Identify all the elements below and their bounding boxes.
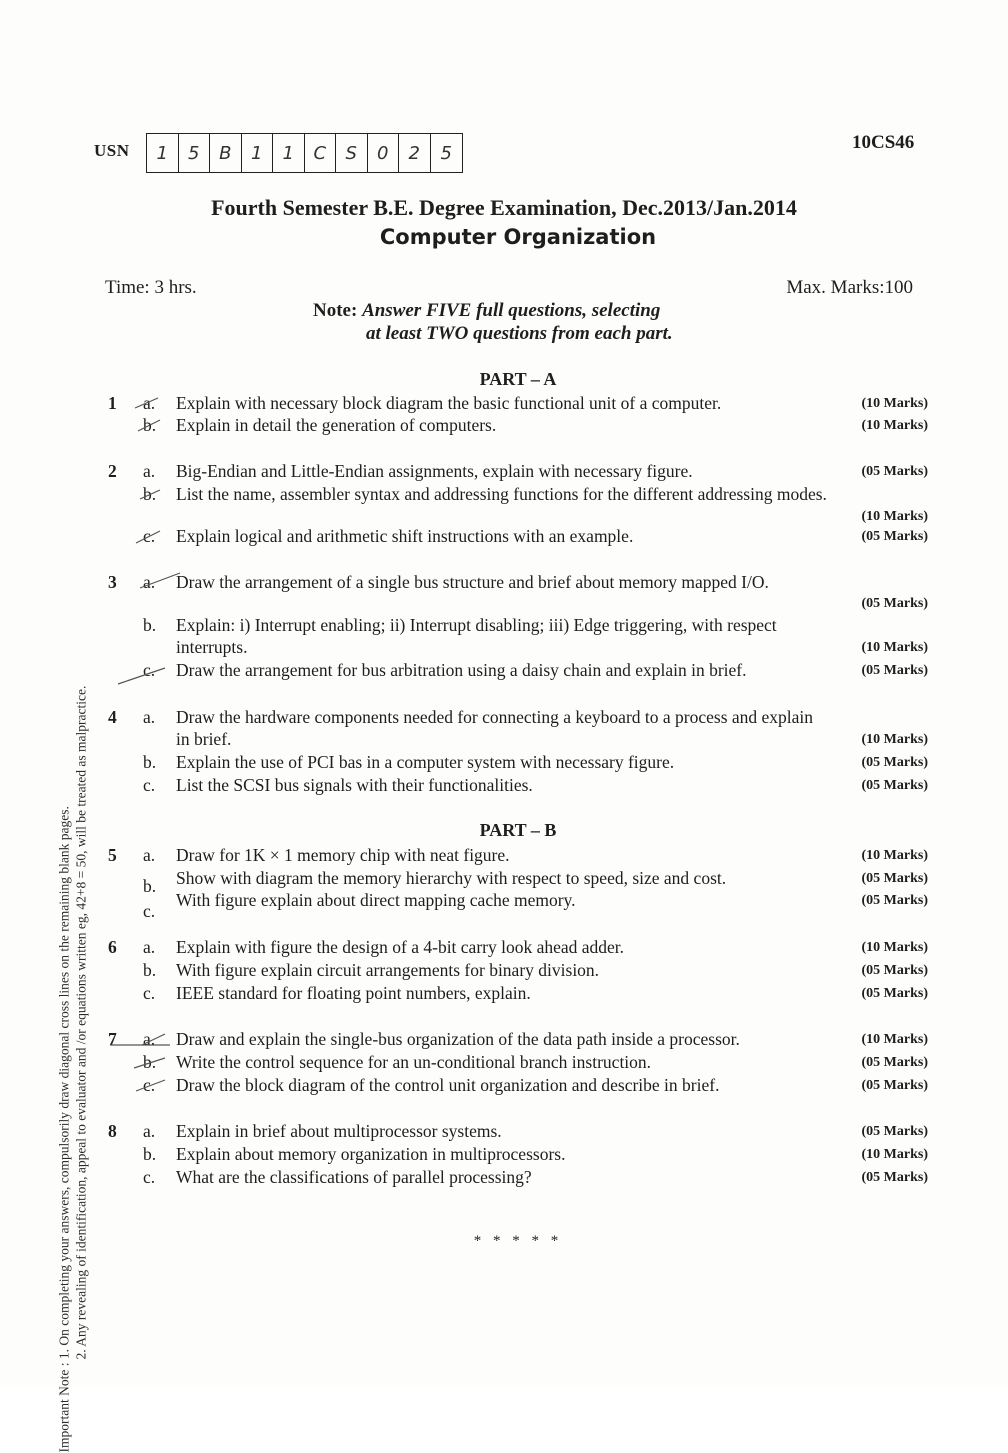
question-text: What are the classifications of parallel processing? (176, 1167, 532, 1187)
sub-label: a. (143, 937, 156, 957)
important-note-line-2: 2. Any revealing of identification, appeal to evaluator and /or equations written eg, 42+8 = 50, will be treated as malpractice. (73, 685, 89, 1360)
sub-label: a. (143, 707, 156, 727)
marks: (10 Marks) (861, 848, 928, 863)
marks: (05 Marks) (861, 464, 928, 479)
question-text-cont: interrupts. (176, 637, 248, 657)
sub-label: b. (143, 1144, 157, 1164)
marks: (10 Marks) (861, 940, 928, 955)
question-text: Explain in detail the generation of computers. (176, 415, 497, 435)
question-text: Write the control sequence for an un-conditional branch instruction. (176, 1052, 652, 1072)
usn-cell: S (336, 134, 368, 172)
question-text: Show with diagram the memory hierarchy with respect to speed, size and cost. (176, 868, 727, 888)
marks: (05 Marks) (861, 755, 928, 770)
max-marks: Max. Marks:100 (786, 277, 913, 298)
pen-tick (138, 420, 160, 431)
subject-title: Computer Organization (379, 225, 657, 249)
sub-label: c. (143, 526, 156, 546)
question-number: 1 (108, 393, 117, 413)
pen-tick (142, 1034, 165, 1045)
important-note-line-1: Important Note : 1. On completing your answers, compulsorily draw diagonal cross lines on the remaining blank pages. (56, 806, 72, 1453)
question-text: Draw and explain the single-bus organization of the data path inside a processor. (176, 1029, 740, 1049)
sub-label: c. (143, 983, 156, 1003)
sub-label: b. (143, 960, 157, 980)
time-duration: Time: 3 hrs. (105, 277, 197, 298)
usn-cell: 2 (399, 134, 431, 172)
question-text: With figure explain about direct mapping cache memory. (176, 890, 576, 910)
sub-label: b. (143, 415, 157, 435)
note-line-1: Answer FIVE full questions, selecting (362, 300, 661, 321)
question-text: Explain the use of PCI bas in a computer system with necessary figure. (176, 752, 675, 772)
marks: (05 Marks) (861, 778, 928, 793)
question-text: List the SCSI bus signals with their functionalities. (176, 775, 533, 795)
question-number: 2 (108, 461, 117, 481)
marks: (10 Marks) (861, 640, 928, 655)
marks: (05 Marks) (861, 963, 928, 978)
usn-cell: 1 (273, 134, 305, 172)
usn-cell: 5 (440, 142, 452, 164)
usn-cell: 1 (242, 134, 274, 172)
sub-label: c. (143, 1075, 156, 1095)
sub-label: c. (143, 1167, 156, 1187)
sub-label: b. (143, 752, 157, 772)
question-text: Draw the arrangement of a single bus structure and brief about memory mapped I/O. (176, 572, 769, 592)
sub-label: a. (143, 572, 156, 592)
pen-tick (118, 668, 165, 684)
question-text: Draw the block diagram of the control unit organization and describe in brief. (176, 1075, 720, 1095)
note-label: Note: (313, 300, 358, 321)
note-line-2: at least TWO questions from each part. (366, 323, 673, 344)
question-text: List the name, assembler syntax and addressing functions for the different addressing modes. (176, 484, 827, 504)
question-number: 7 (108, 1029, 117, 1049)
usn-cell: B (210, 134, 242, 172)
usn-cell: 5 (179, 134, 211, 172)
course-code: 10CS46 (852, 132, 915, 153)
sub-label: a. (143, 1029, 156, 1049)
question-text-cont: in brief. (176, 729, 232, 749)
marks: (05 Marks) (861, 663, 928, 678)
part-b-heading: PART – B (479, 820, 557, 840)
sub-label: b. (143, 1052, 157, 1072)
part-a-heading: PART – A (479, 369, 557, 389)
sub-label: a. (143, 1121, 156, 1141)
sub-label: a. (143, 461, 156, 481)
question-text: Draw the arrangement for bus arbitration using a daisy chain and explain in brief. (176, 660, 747, 680)
sub-label: a. (143, 845, 156, 865)
marks: (05 Marks) (861, 529, 928, 544)
question-number: 4 (108, 707, 117, 727)
question-text: Explain with figure the design of a 4-bit carry look ahead adder. (176, 937, 625, 957)
marks: (05 Marks) (861, 1078, 928, 1093)
question-text: Explain logical and arithmetic shift instructions with an example. (176, 526, 634, 546)
question-number: 5 (108, 845, 117, 865)
pen-tick (140, 573, 180, 588)
marks: (05 Marks) (861, 1055, 928, 1070)
exam-title: Fourth Semester B.E. Degree Examination, Dec.2013/Jan.2014 (211, 195, 797, 220)
question-number: 6 (108, 937, 117, 957)
question-text: Explain with necessary block diagram the basic functional unit of a computer. (176, 393, 722, 413)
pen-tick (134, 1058, 165, 1068)
pen-tick (136, 1080, 165, 1091)
marks: (05 Marks) (861, 596, 928, 611)
question-text: With figure explain circuit arrangements for binary division. (176, 960, 600, 980)
question-number: 8 (108, 1121, 117, 1141)
question-text: Draw the hardware components needed for connecting a keyboard to a process and explain (176, 707, 814, 727)
marks: (10 Marks) (861, 1032, 928, 1047)
marks: (10 Marks) (861, 732, 928, 747)
sub-label: a. (143, 393, 156, 413)
usn-cell: 0 (368, 134, 400, 172)
question-text: Big-Endian and Little-Endian assignments, explain with necessary figure. (176, 461, 693, 481)
sub-label: c. (143, 901, 156, 921)
marks: (05 Marks) (861, 871, 928, 886)
marks: (10 Marks) (861, 396, 928, 411)
sub-label: b. (143, 876, 157, 896)
sub-label: b. (143, 615, 157, 635)
marks: (05 Marks) (861, 1170, 928, 1185)
end-stars: * * * * * (473, 1233, 563, 1249)
pen-tick (140, 490, 160, 499)
marks: (10 Marks) (861, 1147, 928, 1162)
question-number: 3 (108, 572, 117, 592)
question-text: IEEE standard for floating point numbers, explain. (176, 983, 531, 1003)
sub-label: b. (143, 484, 157, 504)
marks: (10 Marks) (861, 509, 928, 524)
usn-label: USN (94, 141, 130, 160)
pen-tick (135, 398, 158, 408)
usn-cell: 1 (147, 134, 179, 172)
question-text: Explain in brief about multiprocessor systems. (176, 1121, 502, 1141)
question-text: Explain: i) Interrupt enabling; ii) Interrupt disabling; iii) Edge triggering, with respect (176, 615, 777, 635)
question-text: Draw for 1K × 1 memory chip with neat figure. (176, 845, 510, 865)
usn-cell: C (305, 134, 337, 172)
sub-label: c. (143, 775, 156, 795)
marks: (10 Marks) (861, 418, 928, 433)
marks: (05 Marks) (861, 986, 928, 1001)
sub-label: c. (143, 660, 156, 680)
marks: (05 Marks) (861, 1124, 928, 1139)
marks: (05 Marks) (861, 893, 928, 908)
pen-tick (136, 531, 160, 543)
question-text: Explain about memory organization in multiprocessors. (176, 1144, 566, 1164)
